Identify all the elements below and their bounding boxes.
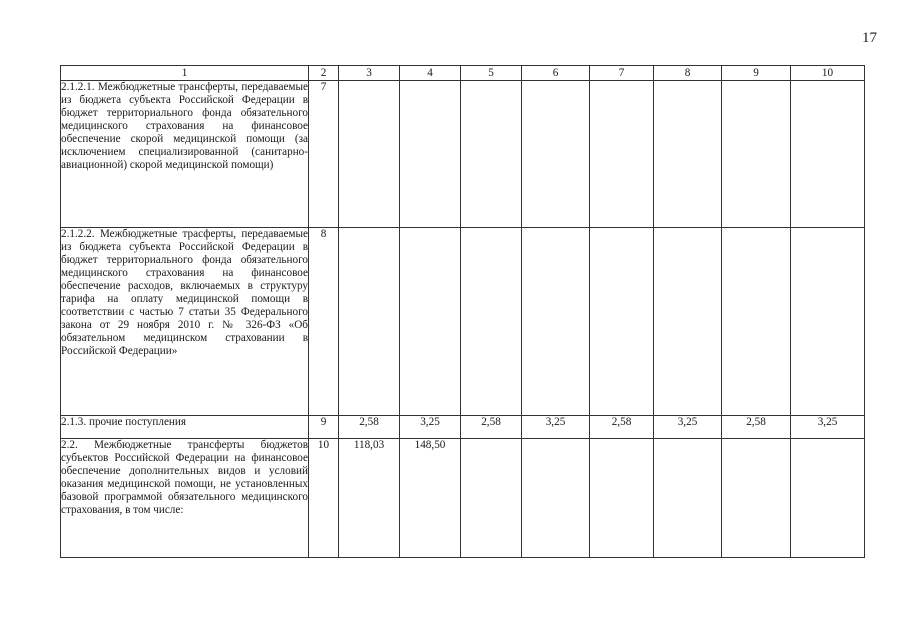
- table-cell: [522, 228, 590, 416]
- table-cell: [722, 81, 791, 228]
- table-cell: 3,25: [522, 416, 590, 439]
- table-cell: [339, 228, 400, 416]
- column-header: 9: [722, 66, 791, 81]
- table-cell: [461, 228, 522, 416]
- table-cell: [791, 228, 865, 416]
- column-header: 7: [590, 66, 654, 81]
- row-line-number: 9: [309, 416, 339, 439]
- row-line-number: 7: [309, 81, 339, 228]
- table-cell: [339, 81, 400, 228]
- data-table: [60, 65, 865, 558]
- table-cell: 3,25: [400, 416, 461, 439]
- table-cell: [654, 228, 722, 416]
- table-cell: [722, 228, 791, 416]
- column-header: 8: [654, 66, 722, 81]
- table-cell: [400, 81, 461, 228]
- table-row: [61, 228, 865, 416]
- table-cell: [400, 228, 461, 416]
- row-line-number: 10: [309, 439, 339, 558]
- header-row: [61, 66, 865, 81]
- row-description: 2.1.3. прочие поступления: [61, 416, 309, 439]
- table-cell: 2,58: [590, 416, 654, 439]
- column-header: 2: [309, 66, 339, 81]
- row-description: 2.1.2.1. Межбюджетные трансферты, передаваемые из бюджета субъекта Российской Федерации в бюджет территориального фонда обязательного медицинского страхования на финансовое обеспечение скорой медицинской помощи (за исключением специализированной (санитарно-авиационной) скорой медицинской помощи): [61, 81, 309, 228]
- row-description: 2.1.2.2. Межбюджетные трасферты, передаваемые из бюджета субъекта Российской Федерации в бюджет территориального фонда обязательного медицинского страхования на финансовое обеспечение расходов, включаемых в структуру тарифа на оплату медицинской помощи в соответствии с частью 7 статьи 35 Федерального закона от 29 ноября 2010 г. № 326-ФЗ «Об обязательном медицинском страховании в Российской Федерации»: [61, 228, 309, 416]
- page-number: 17: [862, 30, 877, 46]
- row-line-number: 8: [309, 228, 339, 416]
- column-header: 4: [400, 66, 461, 81]
- table-cell: 3,25: [654, 416, 722, 439]
- column-header: 6: [522, 66, 590, 81]
- table-cell: 2,58: [339, 416, 400, 439]
- row-description: 2.2. Межбюджетные трансферты бюджетов субъектов Российской Федерации на финансовое обеспечение дополнительных видов и условий оказания медицинской помощи, не установленных базовой программой обязательного медицинского страхования, в том числе:: [61, 439, 309, 558]
- table-cell: [590, 439, 654, 558]
- column-header: 1: [61, 66, 309, 81]
- table-cell: [654, 439, 722, 558]
- table-cell: 2,58: [461, 416, 522, 439]
- table-cell: [654, 81, 722, 228]
- column-header: 5: [461, 66, 522, 81]
- table-cell: 148,50: [400, 439, 461, 558]
- table-row: [61, 81, 865, 228]
- table-cell: [590, 228, 654, 416]
- column-header: 3: [339, 66, 400, 81]
- table-cell: [590, 81, 654, 228]
- table-cell: 2,58: [722, 416, 791, 439]
- table-row: [61, 416, 865, 439]
- table-cell: [791, 81, 865, 228]
- table-cell: [522, 81, 590, 228]
- table-cell: [791, 439, 865, 558]
- table-cell: 118,03: [339, 439, 400, 558]
- table-cell: [722, 439, 791, 558]
- table-cell: [461, 81, 522, 228]
- table-cell: [522, 439, 590, 558]
- column-header: 10: [791, 66, 865, 81]
- table-cell: 3,25: [791, 416, 865, 439]
- table-cell: [461, 439, 522, 558]
- table-row: [61, 439, 865, 558]
